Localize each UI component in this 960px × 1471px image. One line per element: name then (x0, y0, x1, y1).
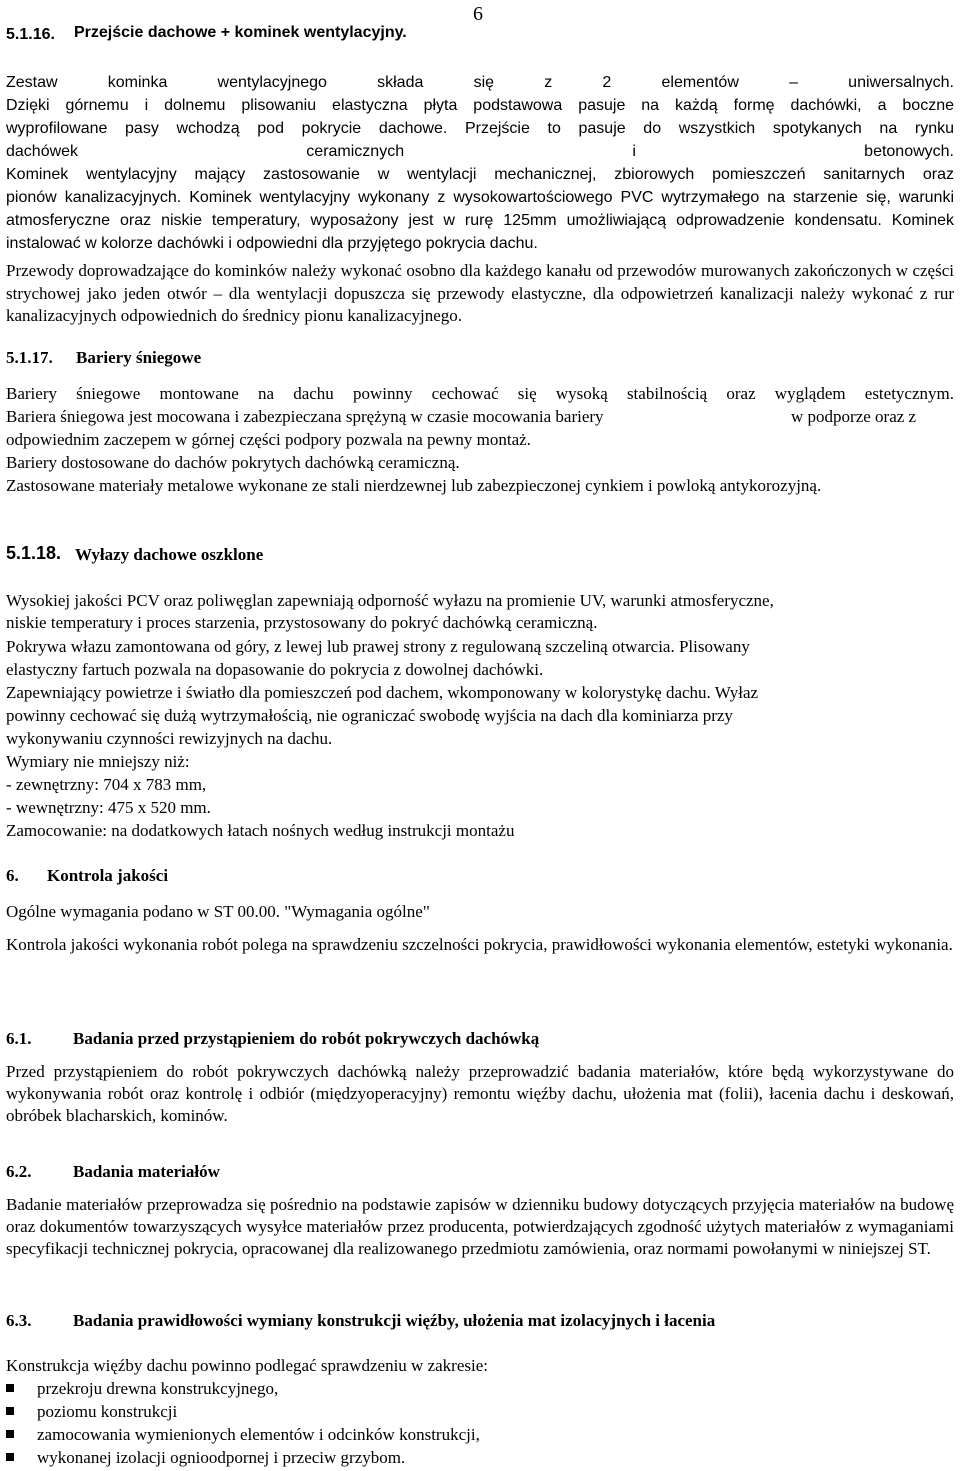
square-bullet-icon (6, 1430, 14, 1438)
page-number: 6 (473, 3, 483, 25)
paragraph-line: Wysokiej jakości PCV oraz poliwęglan zapewniają odporność wyłazu na promienie UV, warunki atmosferyczne, (6, 591, 774, 610)
paragraph: Przewody doprowadzające do kominków należy wykonać osobno dla każdego kanału od przewodów murowanych zakończonych w części strychowej jako jeden otwór – dla wentylacji dopuszcza się przewody elastyczne, dla odpowietrzeń kanalizacji należy wykonać z rur kanalizacyjnych odpowiednich do średnicy pionu kanalizacyjnego. (6, 261, 954, 325)
section-number: 5.1.16. (6, 26, 55, 43)
section-title: Badania prawidłowości wymiany konstrukcji więźby, ułożenia mat izolacyjnych i łacenia (73, 1311, 716, 1330)
section-title: Wyłazy dachowe oszklone (75, 545, 264, 564)
paragraph-line: Bariery śniegowe montowane na dachu powinny cechować się wysoką stabilnością oraz wyglądem estetycznym. (6, 384, 954, 403)
paragraph: pionów kanalizacyjnych. Kominek wentylacyjny wykonany z wysokowartościowego PVC wytrzymałego na starzenie się, warunki atmosferyczne oraz niskie temperatury, wyposażony jest w rurę 125mm umożliwiającą odprowadzenie kondensatu. Kominek instalować w kolorze dachówki i odpowiedni dla przyjętego pokrycia dachu. (6, 189, 954, 252)
paragraph-line: Bariera śniegowa jest mocowana i zabezpieczana sprężyną w czasie mocowania bariery (6, 407, 604, 426)
section-number: 6.3. (6, 1311, 32, 1330)
square-bullet-icon (6, 1384, 14, 1392)
paragraph-line: Pokrywa włazu zamontowana od góry, z lewej lub prawej strony z regulowaną szczeliną otwarcia. Plisowany (6, 637, 750, 656)
list-item: zamocowania wymienionych elementów i odcinków konstrukcji, (37, 1425, 480, 1444)
paragraph-line: odpowiednim zaczepem w górnej części podpory pozwala na pewny montaż. (6, 430, 531, 449)
paragraph-line: niskie temperatury i proces starzenia, przystosowany do pokryć dachówką ceramiczną. (6, 613, 598, 632)
paragraph-line: elastyczny fartuch pozwala na dopasowanie do pokrycia z dowolnej dachówki. (6, 660, 544, 679)
paragraph-line: w podporze oraz z (791, 407, 917, 426)
paragraph: Zastosowane materiały metalowe wykonane ze stali nierdzewnej lub zabezpieczonej cynkiem i powloką antykorozyjną. (6, 476, 822, 495)
list-item: wykonanej izolacji ognioodpornej i przeciw grzybom. (37, 1448, 406, 1467)
paragraph-line: Ogólne wymagania podano w ST 00.00. "Wymagania ogólne" (6, 902, 430, 921)
section-number: 6.2. (6, 1162, 32, 1181)
paragraph-line: Zamocowanie: na dodatkowych łatach nośnych według instrukcji montażu (6, 821, 515, 840)
list-item: - zewnętrzny: 704 x 783 mm, (6, 775, 207, 794)
paragraph-line: Zestaw kominka wentylacyjnego składa się z 2 elementów – uniwersalnych. (6, 74, 954, 91)
section-number: 5.1.17. (6, 348, 53, 367)
paragraph: Kontrola jakości wykonania robót polega na sprawdzeniu szczelności pokrycia, prawidłowości wykonania elementów, estetyki wykonania. (6, 935, 953, 954)
paragraph-line: dachówek ceramicznych i betonowych. (6, 143, 954, 160)
section-title: Przejście dachowe + kominek wentylacyjny. (74, 24, 407, 41)
paragraph-line: Kominek wentylacyjny mający zastosowanie w wentylacji mechanicznej, zbiorowych pomieszczeń sanitarnych oraz (6, 166, 954, 183)
square-bullet-icon (6, 1453, 14, 1461)
paragraph-line: Dzięki górnemu i dolnemu plisowaniu elastyczna płyta podstawowa pasuje na każdą formę dachówki, a boczne (6, 97, 954, 114)
list-item: poziomu konstrukcji (37, 1402, 178, 1421)
section-title: Kontrola jakości (47, 866, 169, 885)
paragraph-line: powinny cechować się dużą wytrzymałością, nie ograniczać swobodę wyjścia na dach dla kominiarza przy (6, 706, 733, 725)
paragraph-line: Wymiary nie mniejszy niż: (6, 752, 190, 771)
section-number: 6. (6, 866, 19, 885)
paragraph-line: wyprofilowane pasy wchodzą pod pokrycie dachowe. Przejście to pasuje do wszystkich spotykanych na rynku (6, 120, 954, 137)
paragraph-line: wykonywaniu czynności rewizyjnych na dachu. (6, 729, 333, 748)
list-item: przekroju drewna konstrukcyjnego, (37, 1379, 279, 1398)
square-bullet-icon (6, 1407, 14, 1415)
section-number: 5.1.18. (6, 543, 62, 563)
section-title: Bariery śniegowe (76, 348, 202, 367)
paragraph: Przed przystąpieniem do robót pokrywczych dachówką należy przeprowadzić badania materiałów, które będą wykorzystywane do wykonywania robót oraz kontrolę i odbiór (międzyoperacyjny) remontu więźby dachu, ułożenia mat (folii), łacenia dachu i deskowań, obróbek blacharskich, kominów. (6, 1062, 954, 1125)
list-item: - wewnętrzny: 475 x 520 mm. (6, 798, 211, 817)
paragraph-line: Bariery dostosowane do dachów pokrytych dachówką ceramiczną. (6, 453, 460, 472)
paragraph-line: Konstrukcja więźby dachu powinno podlegać sprawdzeniu w zakresie: (6, 1356, 488, 1375)
section-title: Badania przed przystąpieniem do robót pokrywczych dachówką (73, 1029, 540, 1048)
paragraph: Badanie materiałów przeprowadza się pośrednio na podstawie zapisów w dzienniku budowy dotyczących przyjęcia materiałów na budowę oraz dokumentów towarzyszących wysyłce materiałów przez producenta, potwierdzających zgodność użytych materiałów z wymaganiami specyfikacji technicznej pokrycia, opracowanej dla realizowanego przedmiotu zamówienia, oraz normami powołanymi w niniejszej ST. (6, 1195, 954, 1258)
section-title: Badania materiałów (73, 1162, 220, 1181)
section-number: 6.1. (6, 1029, 32, 1048)
paragraph-line: Zapewniający powietrze i światło dla pomieszczeń pod dachem, wkomponowany w kolorystykę dachu. Wyłaz (6, 683, 759, 702)
